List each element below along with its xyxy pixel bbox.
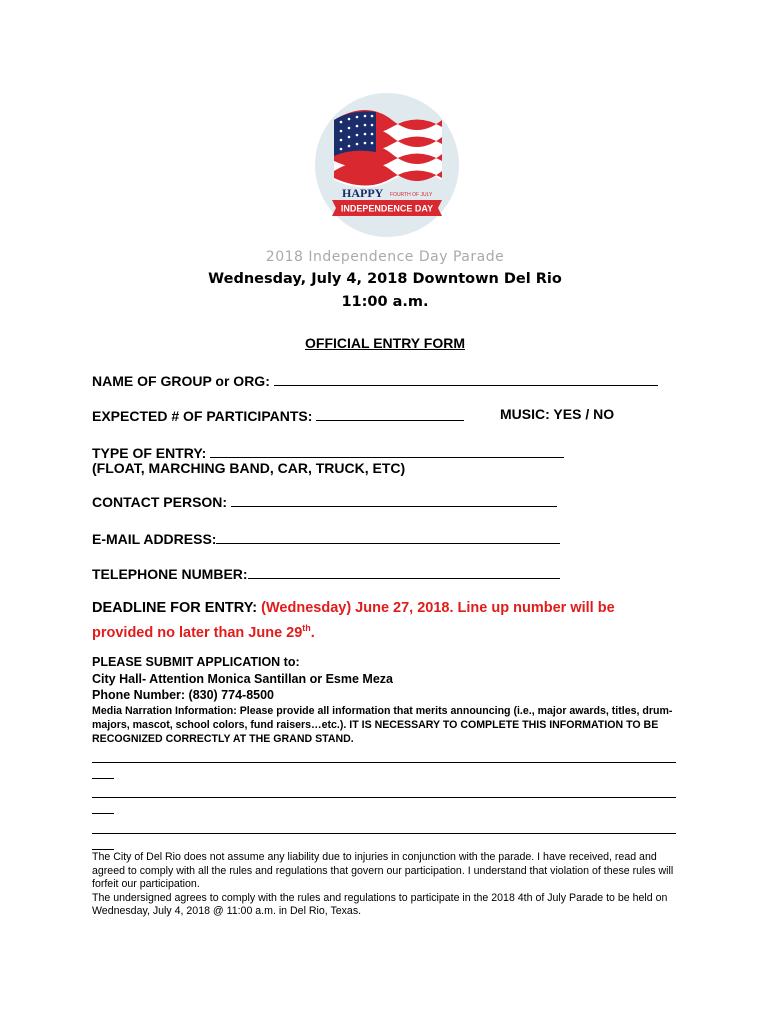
deadline-block: [92, 598, 615, 643]
media-answer-line-2[interactable]: [92, 797, 676, 798]
deadline-superscript: th: [302, 623, 311, 633]
submit-line-2: City Hall- Attention Monica Santillan or Esme Meza: [92, 671, 393, 686]
deadline-label: DEADLINE FOR ENTRY:: [92, 600, 258, 616]
email-row: [92, 529, 560, 547]
deadline-text-1: (Wednesday) June 27, 2018. Line up number will be: [261, 600, 615, 616]
group-name-field[interactable]: [274, 371, 658, 386]
submit-info: [92, 654, 393, 704]
logo-banner-text: INDEPENDENCE DAY: [340, 203, 434, 214]
independence-day-logo: [312, 90, 462, 240]
entry-type-label: TYPE OF ENTRY:: [92, 445, 207, 461]
participants-field[interactable]: [316, 406, 464, 421]
contact-row: [92, 492, 557, 510]
submit-line-3: Phone Number: (830) 774-8500: [92, 688, 275, 702]
media-answer-line-2-end[interactable]: [92, 813, 114, 814]
logo-happy-text: HAPPY: [342, 186, 384, 200]
entry-type-row: [92, 443, 564, 461]
american-flag-icon: [334, 110, 442, 188]
event-dateline: Wednesday, July 4, 2018 Downtown Del Rio: [208, 271, 562, 287]
phone-label: TELEPHONE NUMBER:: [92, 566, 248, 582]
phone-field[interactable]: [248, 564, 560, 579]
media-narration-info: Media Narration Information: Please provide all information that merits announcing (i.e., major awards, titles, drum-majors, mascot, school colors, fund raisers…etc.). IT IS NECESSARY TO COMPLETE THIS INFORMATION TO BE RECOGNIZED CORRECTLY AT THE GRAND STAND.: [92, 705, 673, 745]
participants-label: EXPECTED # OF PARTICIPANTS:: [92, 408, 313, 424]
group-name-row: [92, 371, 658, 389]
email-label: E-MAIL ADDRESS:: [92, 531, 217, 547]
logo-fourth-text: FOURTH OF JULY: [390, 192, 433, 198]
phone-row: [92, 564, 560, 582]
deadline-period: .: [310, 624, 315, 641]
liability-paragraph-1: The City of Del Rio does not assume any liability due to injuries in conjunction with the parade. I have received, read and agreed to comply with all the rules and regulations that govern our participation. I understand that violation of these rules will forfeit our participation.: [92, 851, 674, 890]
liability-text: [92, 851, 684, 919]
entry-type-field[interactable]: [210, 443, 564, 458]
entry-type-hint: (FLOAT, MARCHING BAND, CAR, TRUCK, ETC): [92, 460, 406, 476]
media-answer-line-1[interactable]: [92, 762, 676, 763]
email-field[interactable]: [216, 529, 560, 544]
music-choice[interactable]: MUSIC: YES / NO: [500, 406, 615, 422]
contact-field[interactable]: [231, 492, 557, 507]
media-answer-line-1-end[interactable]: [92, 778, 114, 779]
form-title: OFFICIAL ENTRY FORM: [305, 335, 465, 351]
participants-row: [92, 406, 464, 424]
parade-subtitle: 2018 Independence Day Parade: [265, 249, 505, 265]
contact-label: CONTACT PERSON:: [92, 494, 228, 510]
media-answer-line-3-end[interactable]: [92, 849, 114, 850]
submit-line-1: PLEASE SUBMIT APPLICATION to:: [92, 655, 300, 669]
liability-paragraph-2: The undersigned agrees to comply with the rules and regulations to participate in the 2018 4th of July Parade to be held on Wednesday, July 4, 2018 @ 11:00 a.m. in Del Rio, Texas.: [92, 891, 668, 917]
media-answer-line-3[interactable]: [92, 833, 676, 834]
deadline-text-2: provided no later than June 29: [92, 624, 303, 641]
group-name-label: NAME OF GROUP or ORG:: [92, 373, 270, 389]
event-time: 11:00 a.m.: [341, 294, 429, 310]
